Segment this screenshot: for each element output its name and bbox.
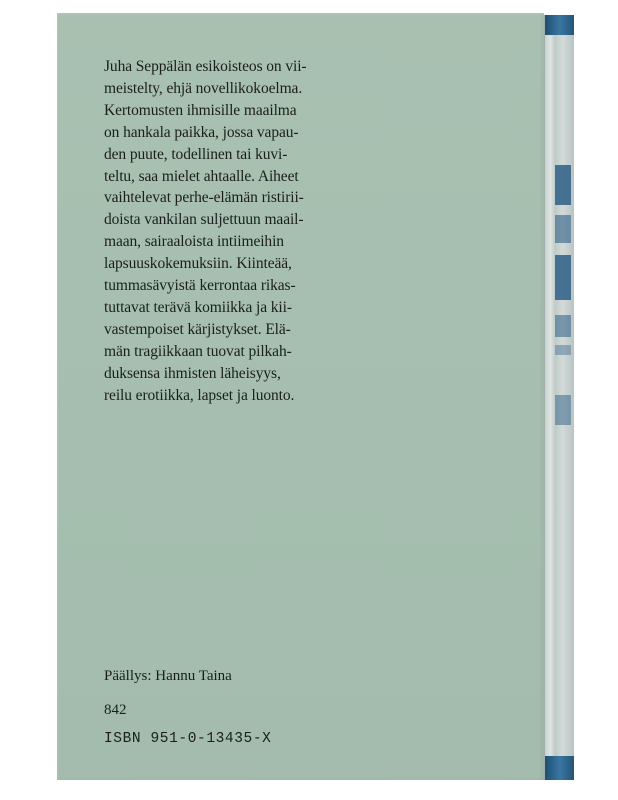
blurb-text [104, 56, 306, 407]
spine-lettering-fragment [555, 315, 571, 337]
blurb-line: meistelty, ehjä novellikokoelma. [104, 79, 303, 97]
blurb-line: tuttavat terävä komiikka ja kii- [104, 298, 292, 316]
blurb-line: on hankala paikka, jossa vapau- [104, 123, 299, 141]
blurb-line: teltu, saa mielet ahtaalle. Aiheet [104, 167, 299, 185]
cover-designer-credit: Päällys: Hannu Taina [104, 668, 232, 684]
spine-top-band [545, 15, 574, 35]
spine-lettering-fragment [555, 215, 571, 243]
spine-bottom-band [545, 756, 574, 780]
book-spine [544, 15, 574, 780]
blurb-line: vaihtelevat perhe-elämän ristirii- [104, 189, 304, 207]
blurb-line: doista vankilan suljettuun maail- [104, 211, 304, 229]
blurb-line: duksensa ihmisten läheisyys, [104, 364, 281, 382]
blurb-line: den puute, todellinen tai kuvi- [104, 145, 288, 163]
spine-lettering-fragment [555, 345, 571, 355]
blurb-line: lapsuuskokemuksiin. Kiinteää, [104, 255, 292, 273]
blurb-line: maan, sairaaloista intiimeihin [104, 233, 284, 251]
product-number: 842 [104, 702, 127, 718]
blurb-line: män tragiikkaan tuovat pilkah- [104, 342, 292, 360]
blurb-line: Kertomusten ihmisille maailma [104, 101, 297, 119]
blurb-line: reilu erotiikka, lapset ja luonto. [104, 386, 295, 404]
book [57, 13, 573, 780]
spine-lettering-fragment [555, 255, 571, 300]
blurb-line: vastempoiset kärjistykset. Elä- [104, 320, 291, 338]
blurb-line: Juha Seppälän esikoisteos on vii- [104, 58, 307, 75]
spine-lettering-fragment [555, 165, 571, 205]
back-cover [57, 13, 544, 780]
blurb-line: tummasävyistä kerrontaa rikas- [104, 277, 296, 295]
isbn-number: ISBN 951-0-13435-X [104, 731, 272, 747]
spine-lettering-fragment [555, 395, 571, 425]
